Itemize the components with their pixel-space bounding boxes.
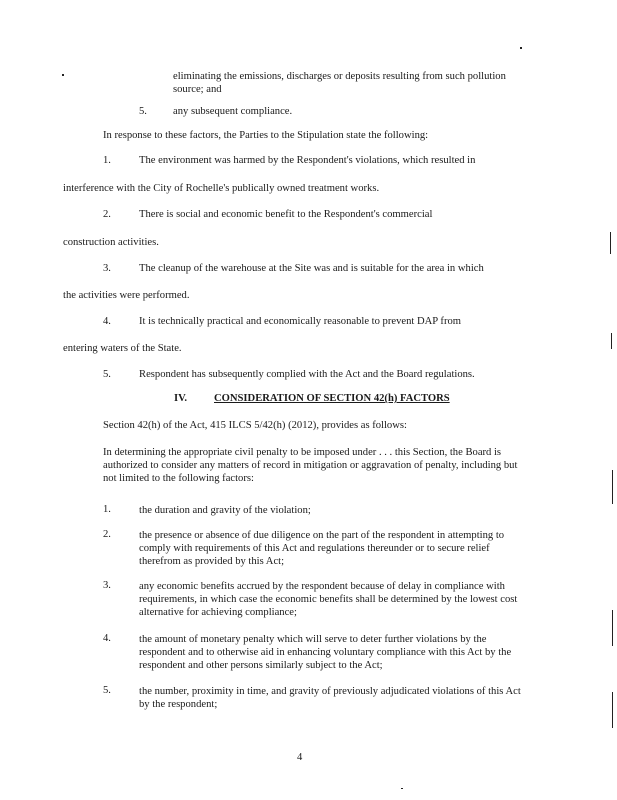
list-number: 5.	[139, 106, 147, 117]
revision-bar	[612, 470, 613, 504]
factor-number: 1.	[103, 504, 111, 515]
factor-text: the duration and gravity of the violation;	[139, 505, 311, 516]
finding-text: There is social and economic benefit to the Respondent's commercial	[139, 209, 433, 220]
finding-text: It is technically practical and economically reasonable to prevent DAP from	[139, 316, 462, 327]
finding-number: 4.	[103, 316, 111, 327]
finding-text-continued: construction activities.	[63, 237, 159, 248]
section-title: CONSIDERATION OF SECTION 42(h) FACTORS	[214, 393, 450, 404]
page-number: 4	[297, 752, 303, 763]
section-numeral: IV.	[174, 393, 188, 404]
revision-bar	[612, 610, 613, 646]
factor-text: any economic benefits accrued by the respondent because of delay in compliance with requirements, in which case the economic benefits shall be determined by the lowest cost alternative for achieving compliance;	[139, 581, 518, 618]
finding-number: 2.	[103, 209, 111, 220]
factor-number: 4.	[103, 633, 111, 644]
revision-bar	[610, 232, 611, 254]
intro-paragraph: In response to these factors, the Parties to the Stipulation state the following:	[103, 130, 429, 141]
scan-speck	[401, 788, 403, 789]
finding-text: Respondent has subsequently complied with the Act and the Board regulations.	[139, 369, 475, 380]
revision-bar	[612, 692, 613, 728]
continuation-text: eliminating the emissions, discharges or deposits resulting from such pollution source; and	[173, 71, 506, 95]
finding-text: The cleanup of the warehouse at the Site was and is suitable for the area in which	[139, 263, 484, 274]
factor-text: the number, proximity in time, and gravity of previously adjudicated violations of this Act by the respondent;	[139, 686, 521, 710]
factor-number: 5.	[103, 685, 111, 696]
factor-text: the presence or absence of due diligence on the part of the respondent in attempting to comply with requirements of this Act and regulations thereunder or to secure relief therefrom as provided by this Act;	[139, 530, 505, 567]
factor-number: 3.	[103, 580, 111, 591]
section-intro: Section 42(h) of the Act, 415 ILCS 5/42(h) (2012), provides as follows:	[103, 420, 407, 431]
revision-bar	[611, 333, 612, 349]
finding-text-continued: interference with the City of Rochelle's publically owned treatment works.	[63, 183, 380, 194]
finding-number: 5.	[103, 369, 111, 380]
finding-text-continued: entering waters of the State.	[63, 343, 182, 354]
list-item-text: any subsequent compliance.	[173, 106, 293, 117]
finding-number: 3.	[103, 263, 111, 274]
block-quote-intro: In determining the appropriate civil penalty to be imposed under . . . this Section, the Board is authorized to consider any matters of record in mitigation or aggravation of penalty, including but not limited to the following factors:	[103, 447, 518, 484]
scan-speck	[520, 47, 522, 49]
finding-text-continued: the activities were performed.	[63, 290, 190, 301]
finding-text: The environment was harmed by the Respondent's violations, which resulted in	[139, 155, 476, 166]
factor-text: the amount of monetary penalty which will serve to deter further violations by the respondent and to otherwise aid in enhancing voluntary compliance with this Act by the respondent and other persons similarly subject to the Act;	[139, 634, 512, 671]
finding-number: 1.	[103, 155, 111, 166]
scan-speck	[62, 74, 64, 76]
factor-number: 2.	[103, 529, 111, 540]
